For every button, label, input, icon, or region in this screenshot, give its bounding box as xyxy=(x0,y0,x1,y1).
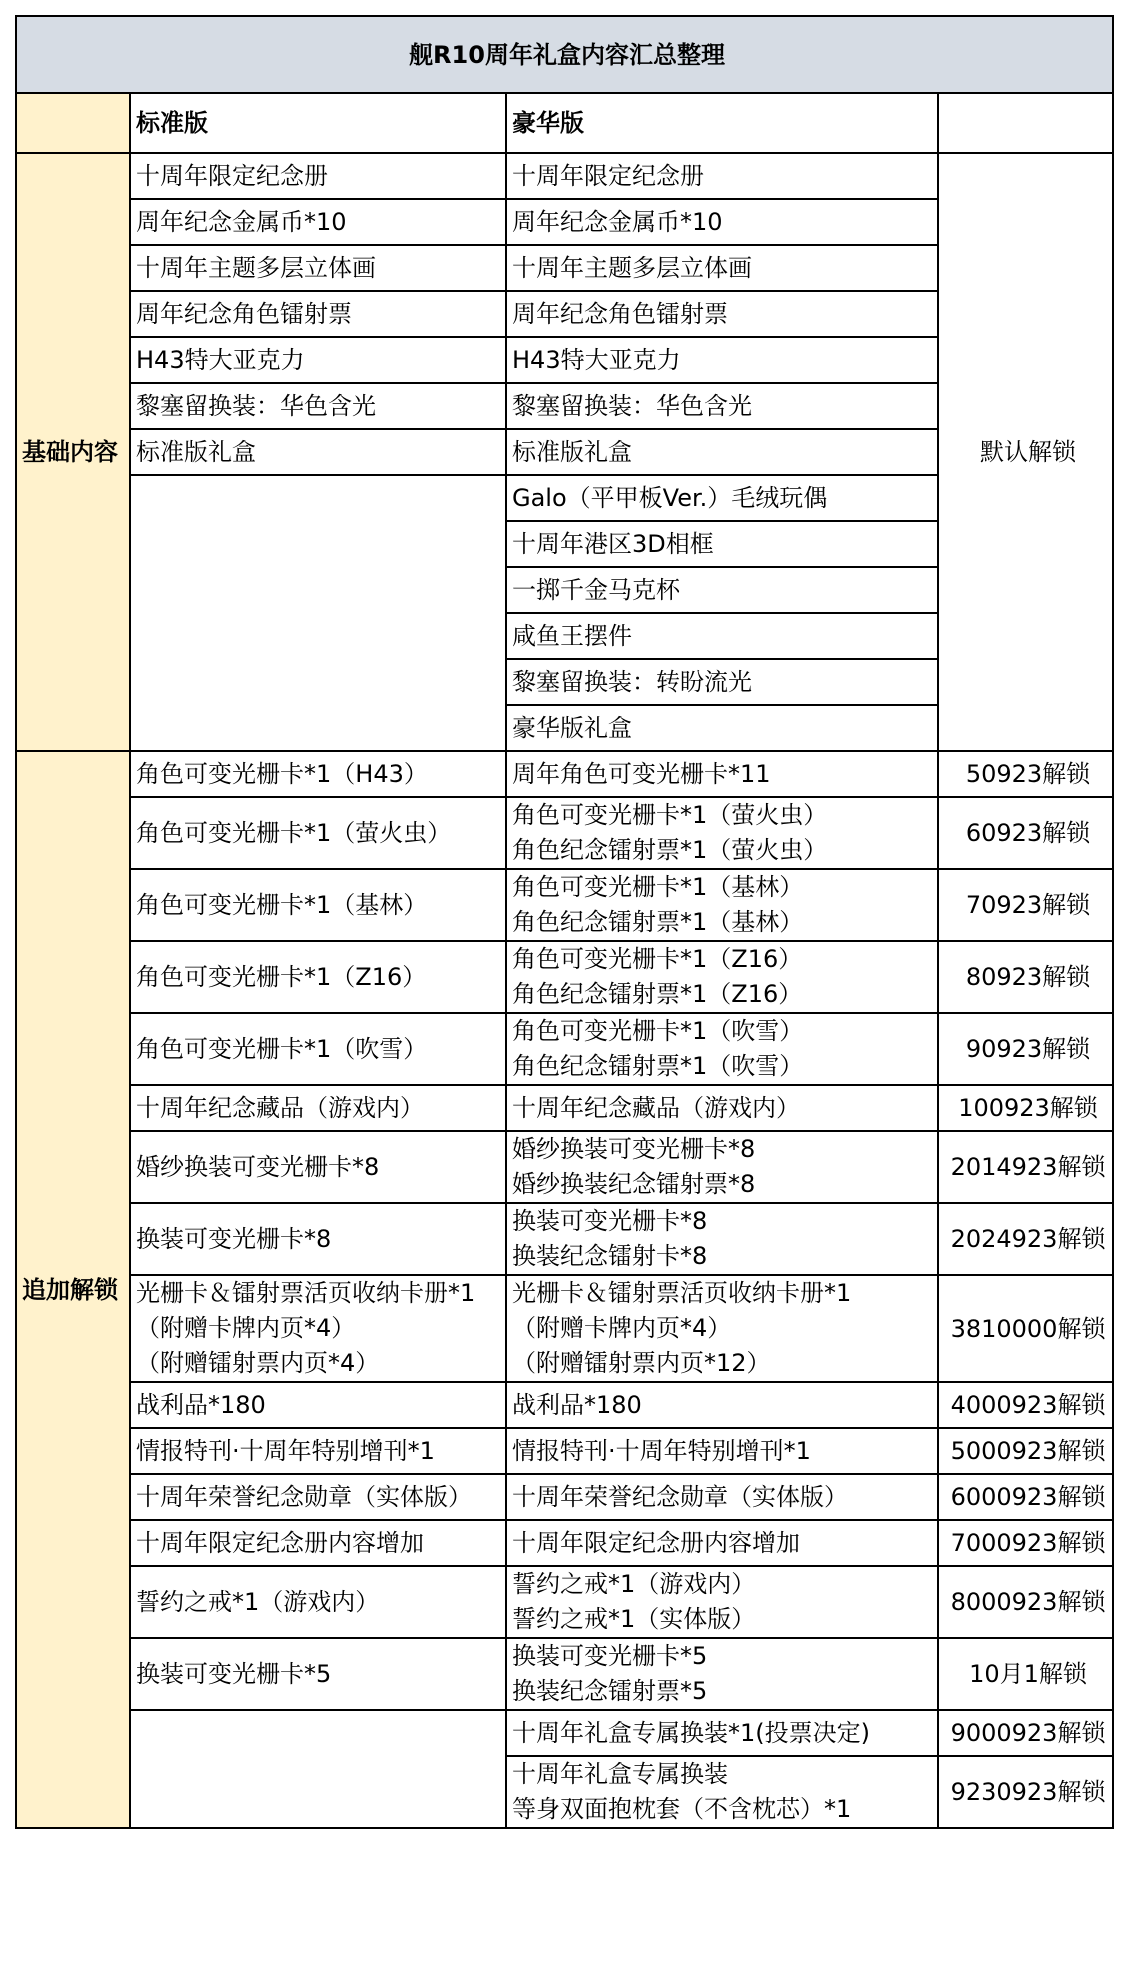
standard-item xyxy=(130,1275,506,1382)
standard-item-line: 角色可变光栅卡*1（基林） xyxy=(136,890,428,919)
standard-item xyxy=(130,1428,506,1474)
deluxe-item-line: 角色纪念镭射票*1（萤火虫） xyxy=(512,836,828,864)
unlock-condition: 100923解锁 xyxy=(938,1085,1113,1131)
table-row xyxy=(16,1013,1113,1085)
deluxe-item xyxy=(506,1013,938,1085)
deluxe-item xyxy=(506,1428,938,1474)
deluxe-item xyxy=(506,1710,938,1756)
unlock-condition: 9230923解锁 xyxy=(938,1756,1113,1828)
standard-item-line: 誓约之戒*1（游戏内） xyxy=(136,1587,380,1616)
deluxe-item: 咸鱼王摆件 xyxy=(506,613,938,659)
deluxe-item xyxy=(506,1131,938,1203)
standard-item: 周年纪念金属币*10 xyxy=(130,199,506,245)
deluxe-item xyxy=(506,1085,938,1131)
deluxe-item-line: 誓约之戒*1（实体版） xyxy=(512,1605,756,1633)
deluxe-item xyxy=(506,751,938,797)
standard-item: 十周年限定纪念册 xyxy=(130,153,506,199)
gift-box-summary-table xyxy=(15,15,1114,1829)
deluxe-item xyxy=(506,1638,938,1710)
deluxe-item: 十周年主题多层立体画 xyxy=(506,245,938,291)
standard-item xyxy=(130,1203,506,1275)
unlock-condition-basic: 默认解锁 xyxy=(938,153,1113,751)
unlock-condition: 6000923解锁 xyxy=(938,1474,1113,1520)
deluxe-item: 十周年限定纪念册 xyxy=(506,153,938,199)
deluxe-item-line: 十周年礼盒专属换装*1(投票决定) xyxy=(512,1718,870,1747)
unlock-condition: 2014923解锁 xyxy=(938,1131,1113,1203)
deluxe-item-line: 誓约之戒*1（游戏内） xyxy=(512,1570,756,1598)
standard-item: 周年纪念角色镭射票 xyxy=(130,291,506,337)
standard-item-line: 战利品*180 xyxy=(136,1390,266,1419)
deluxe-item-line: 光栅卡＆镭射票活页收纳卡册*1 xyxy=(512,1279,852,1307)
deluxe-item xyxy=(506,1275,938,1382)
standard-item xyxy=(130,1131,506,1203)
unlock-condition: 2024923解锁 xyxy=(938,1203,1113,1275)
deluxe-item: 标准版礼盒 xyxy=(506,429,938,475)
table-row xyxy=(16,1275,1113,1382)
table-row xyxy=(16,1428,1113,1474)
standard-item-line: 情报特刊·十周年特别增刊*1 xyxy=(136,1436,435,1465)
table-row xyxy=(16,1520,1113,1566)
deluxe-item xyxy=(506,1474,938,1520)
standard-item: 黎塞留换装：华色含光 xyxy=(130,383,506,429)
deluxe-item-line: 周年角色可变光栅卡*11 xyxy=(512,759,771,788)
header-unlock-cell xyxy=(938,93,1113,153)
unlock-condition: 90923解锁 xyxy=(938,1013,1113,1085)
standard-item-line: 婚纱换装可变光栅卡*8 xyxy=(136,1152,380,1181)
unlock-condition: 7000923解锁 xyxy=(938,1520,1113,1566)
deluxe-item-line: （附赠卡牌内页*4） xyxy=(512,1314,732,1342)
deluxe-item-line: 十周年礼盒专属换装 xyxy=(512,1760,728,1788)
deluxe-item xyxy=(506,1382,938,1428)
header-deluxe-edition: 豪华版 xyxy=(506,93,938,153)
unlock-condition: 70923解锁 xyxy=(938,869,1113,941)
deluxe-item-line: 等身双面抱枕套（不含枕芯）*1 xyxy=(512,1795,852,1823)
standard-item-line: 换装可变光栅卡*8 xyxy=(136,1224,332,1253)
deluxe-item xyxy=(506,1566,938,1638)
deluxe-item-line: 情报特刊·十周年特别增刊*1 xyxy=(512,1436,811,1465)
deluxe-item-line: 战利品*180 xyxy=(512,1390,642,1419)
table-row xyxy=(16,1382,1113,1428)
standard-item: 标准版礼盒 xyxy=(130,429,506,475)
unlock-condition: 10月1解锁 xyxy=(938,1638,1113,1710)
standard-item-line: 十周年限定纪念册内容增加 xyxy=(136,1528,424,1557)
standard-item-line: （附赠镭射票内页*4） xyxy=(136,1349,380,1377)
deluxe-item-line: （附赠镭射票内页*12） xyxy=(512,1349,771,1377)
header-standard-edition: 标准版 xyxy=(130,93,506,153)
table-row xyxy=(16,1638,1113,1710)
deluxe-item-line: 十周年限定纪念册内容增加 xyxy=(512,1528,800,1557)
deluxe-item xyxy=(506,869,938,941)
deluxe-item-line: 婚纱换装纪念镭射票*8 xyxy=(512,1170,756,1198)
deluxe-item: 周年纪念金属币*10 xyxy=(506,199,938,245)
standard-item xyxy=(130,1382,506,1428)
unlock-condition: 3810000解锁 xyxy=(938,1275,1113,1382)
table-row xyxy=(16,1474,1113,1520)
header-category-cell xyxy=(16,93,130,153)
deluxe-item-line: 十周年纪念藏品（游戏内） xyxy=(512,1093,800,1122)
standard-empty-cell xyxy=(130,1710,506,1828)
deluxe-item-line: 角色可变光栅卡*1（Z16） xyxy=(512,945,803,973)
table-row xyxy=(16,1085,1113,1131)
standard-item xyxy=(130,1566,506,1638)
table-row xyxy=(16,941,1113,1013)
deluxe-item xyxy=(506,1520,938,1566)
deluxe-item-line: 角色纪念镭射票*1（吹雪） xyxy=(512,1052,804,1080)
deluxe-item-line: 婚纱换装可变光栅卡*8 xyxy=(512,1135,756,1163)
standard-item xyxy=(130,751,506,797)
standard-item-line: 换装可变光栅卡*5 xyxy=(136,1659,332,1688)
unlock-condition: 4000923解锁 xyxy=(938,1382,1113,1428)
table-row xyxy=(16,751,1113,797)
table-row xyxy=(16,1710,1113,1756)
deluxe-item-line: 角色纪念镭射票*1（基林） xyxy=(512,908,804,936)
standard-item xyxy=(130,941,506,1013)
standard-item xyxy=(130,1474,506,1520)
deluxe-item xyxy=(506,1756,938,1828)
deluxe-item: Galo（平甲板Ver.）毛绒玩偶 xyxy=(506,475,938,521)
category-extra-unlock: 追加解锁 xyxy=(16,751,130,1828)
standard-item xyxy=(130,1085,506,1131)
deluxe-item xyxy=(506,797,938,869)
deluxe-item xyxy=(506,1203,938,1275)
deluxe-item-line: 换装纪念镭射票*5 xyxy=(512,1677,708,1705)
table-row xyxy=(16,797,1113,869)
standard-empty-cell xyxy=(130,475,506,751)
deluxe-item-line: 换装可变光栅卡*5 xyxy=(512,1642,708,1670)
unlock-condition: 60923解锁 xyxy=(938,797,1113,869)
deluxe-item: 黎塞留换装：转盼流光 xyxy=(506,659,938,705)
page-title: 舰R10周年礼盒内容汇总整理 xyxy=(16,16,1113,93)
standard-item-line: 角色可变光栅卡*1（Z16） xyxy=(136,962,427,991)
deluxe-item xyxy=(506,941,938,1013)
standard-item: 十周年主题多层立体画 xyxy=(130,245,506,291)
unlock-condition: 8000923解锁 xyxy=(938,1566,1113,1638)
standard-item xyxy=(130,1013,506,1085)
standard-item-line: 角色可变光栅卡*1（H43） xyxy=(136,759,428,788)
deluxe-item-line: 角色可变光栅卡*1（基林） xyxy=(512,873,804,901)
unlock-condition: 5000923解锁 xyxy=(938,1428,1113,1474)
standard-item-line: 十周年纪念藏品（游戏内） xyxy=(136,1093,424,1122)
deluxe-item: 豪华版礼盒 xyxy=(506,705,938,751)
category-basic: 基础内容 xyxy=(16,153,130,751)
standard-item xyxy=(130,797,506,869)
standard-item-line: 光栅卡＆镭射票活页收纳卡册*1 xyxy=(136,1279,476,1307)
unlock-condition: 80923解锁 xyxy=(938,941,1113,1013)
unlock-condition: 9000923解锁 xyxy=(938,1710,1113,1756)
table-row xyxy=(16,1566,1113,1638)
standard-item-line: 十周年荣誉纪念勋章（实体版） xyxy=(136,1482,472,1511)
deluxe-item: 十周年港区3D相框 xyxy=(506,521,938,567)
unlock-condition: 50923解锁 xyxy=(938,751,1113,797)
standard-item-line: 角色可变光栅卡*1（吹雪） xyxy=(136,1034,428,1063)
standard-item-line: （附赠卡牌内页*4） xyxy=(136,1314,356,1342)
deluxe-item: H43特大亚克力 xyxy=(506,337,938,383)
deluxe-item-line: 换装可变光栅卡*8 xyxy=(512,1207,708,1235)
deluxe-item: 周年纪念角色镭射票 xyxy=(506,291,938,337)
deluxe-item-line: 角色纪念镭射票*1（Z16） xyxy=(512,980,803,1008)
standard-item xyxy=(130,869,506,941)
standard-item xyxy=(130,1638,506,1710)
deluxe-item-line: 角色可变光栅卡*1（萤火虫） xyxy=(512,801,828,829)
standard-item-line: 角色可变光栅卡*1（萤火虫） xyxy=(136,818,452,847)
deluxe-item-line: 换装纪念镭射卡*8 xyxy=(512,1242,708,1270)
deluxe-item: 一掷千金马克杯 xyxy=(506,567,938,613)
standard-item: H43特大亚克力 xyxy=(130,337,506,383)
deluxe-item: 黎塞留换装：华色含光 xyxy=(506,383,938,429)
deluxe-item-line: 角色可变光栅卡*1（吹雪） xyxy=(512,1017,804,1045)
table-row xyxy=(16,1131,1113,1203)
deluxe-item-line: 十周年荣誉纪念勋章（实体版） xyxy=(512,1482,848,1511)
table-row xyxy=(16,1203,1113,1275)
standard-item xyxy=(130,1520,506,1566)
table-row xyxy=(16,869,1113,941)
